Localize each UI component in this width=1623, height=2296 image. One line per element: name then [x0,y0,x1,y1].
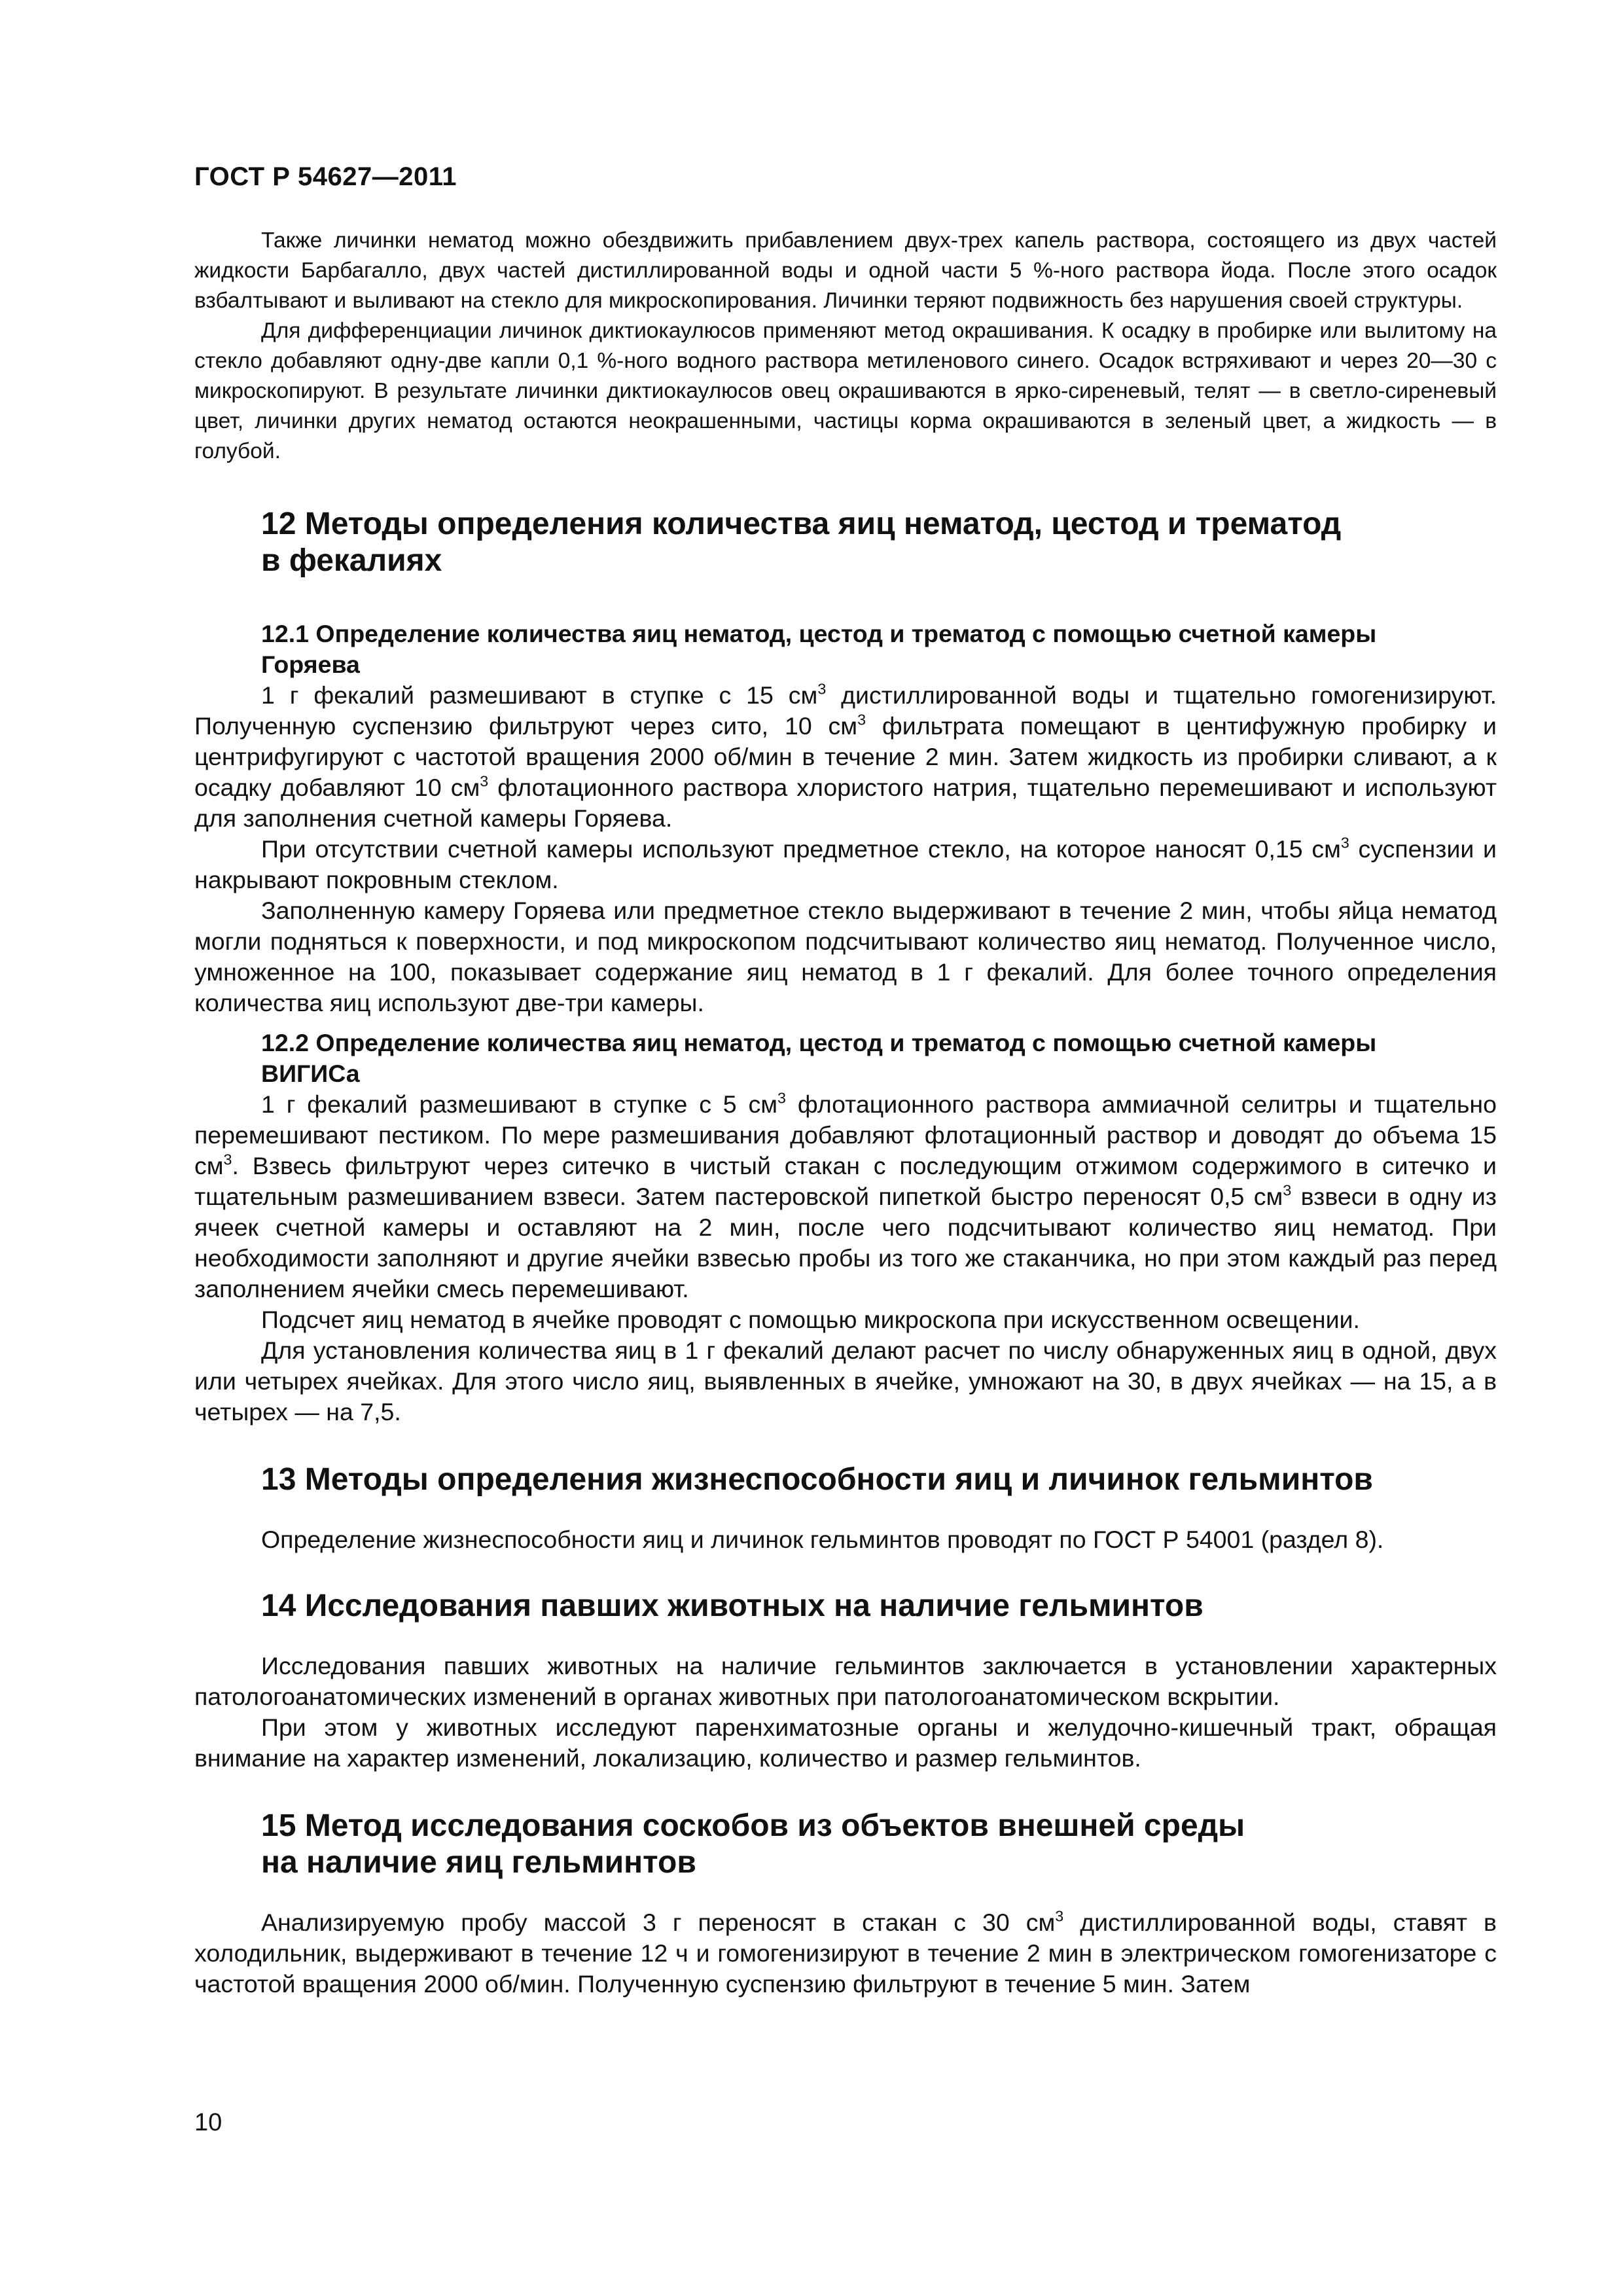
paragraph [194,834,1497,895]
paragraph: Для установления количества яиц в 1 г фекалий делают расчет по числу обнаруженных яиц в одной, двух или четырех ячейках. Для этого число яиц, выявленных в ячейке, умножают на 30, в двух ячейках — на 15, а в четырех — на 7,5. [194,1336,1497,1426]
document-code-header: ГОСТ Р 54627—2011 [194,162,457,191]
section-12-heading [194,506,1497,579]
paragraph: Подсчет яиц нематод в ячейке проводят с помощью микроскопа при искусственном освещении. [261,1306,1360,1333]
heading-line: 12 Методы определения количества яиц нематод, цестод и трематод [261,507,1342,541]
text-run: флотационного раствора хлористого натрия, тщательно перемешивают и используют для заполнения счетной камеры Горяева. [194,774,1497,832]
text-run: 1 г фекалий размешивают в ступке с 5 см [261,1090,778,1118]
heading-line: Горяева [261,651,360,678]
section-12-2-body [194,1089,1497,1427]
section-12-1-heading [194,619,1497,680]
text-run: взвеси в одну из ячеек счетной камеры и оставляют на 2 мин, после чего подсчитывают количество яиц нематод. При необходимости заполняют и другие ячейки взвесью пробы из того же стаканчика, но при этом каждый раз перед заполнением ячейки смесь перемешивают. [194,1183,1497,1302]
section-14-body [194,1651,1497,1774]
section-12-2-heading [194,1028,1497,1089]
paragraph [194,1907,1497,2000]
paragraph: При этом у животных исследуют паренхиматозные органы и желудочно-кишечный тракт, обращая внимание на характер изменений, локализацию, количество и размер гельминтов. [194,1713,1497,1772]
superscript: 3 [777,1089,786,1107]
section-14-heading: 14 Исследования павших животных на наличие гельминтов [261,1588,1204,1623]
intro-block [194,226,1497,467]
section-13-heading: 13 Методы определения жизнеспособности яиц и личинок гельминтов [261,1462,1373,1497]
page-content [194,226,1497,2000]
section-15-heading [194,1808,1497,1881]
text-run: фильтрата помещают в центифужную пробирку и центрифугируют с частотой вращения 2000 об/мин в течение 2 мин. Затем жидкость из пробирки сливают, а к осадку добавляют 10 см [194,712,1497,801]
heading-line: 15 Метод исследования соскобов из объектов внешней среды [261,1808,1245,1843]
section-13-body [194,1524,1497,1555]
heading-line: на наличие яиц гельминтов [261,1845,696,1880]
text-run: . Взвесь фильтруют через ситечко в чистый стакан с последующим отжимом содержимого в ситечко и тщательным размешиванием взвеси. Затем пастеровской пипеткой быстро переносят 0,5 см [194,1152,1497,1210]
paragraph: Заполненную камеру Горяева или предметное стекло выдерживают в течение 2 мин, чтобы яйца нематод могли подняться к поверхности, и под микроскопом подсчитывают количество яиц нематод. Полученное число, умноженное на 100, показывает содержание яиц нематод в 1 г фекалий. Для более точного определения количества яиц используют две-три камеры. [194,897,1497,1016]
heading-line: в фекалиях [261,543,442,578]
superscript: 3 [817,680,827,698]
text-run: Анализируемую пробу массой 3 г переносят в стакан с 30 см [261,1909,1056,1936]
heading-line: 12.2 Определение количества яиц нематод, цестод и трематод с помощью счетной камеры [261,1029,1377,1056]
superscript: 3 [1055,1907,1064,1925]
page-number: 10 [194,2109,223,2136]
paragraph: Исследования павших животных на наличие гельминтов заключается в установлении характерных патологоанатомических изменений в органах животных при патологоанатомическом вскрытии. [194,1652,1497,1710]
heading-line: ВИГИСа [261,1060,360,1087]
text-run: 1 г фекалий размешивают в ступке с 15 см [261,681,818,709]
text-run: дистиллированной воды и тщательно гомогенизируют. Полученную суспензию фильтруют через сито, 10 см [194,681,1497,740]
paragraph [194,680,1497,834]
text-run: суспензии и накрывают покровным стеклом. [194,835,1497,893]
superscript: 3 [1283,1181,1292,1199]
text-run: При отсутствии счетной камеры используют предметное стекло, на которое наносят 0,15 см [261,835,1341,863]
paragraph: Для дифференциации личинок диктиокаулюсов применяют метод окрашивания. К осадку в пробирке или вылитому на стекло добавляют одну-две капли 0,1 %-ного водного раствора метиленового синего. Осадок встряхивают и через 20—30 с микроскопируют. В результате личинки диктиокаулюсов овец окрашиваются в ярко-сиреневый, телят — в светло-сиреневый цвет, личинки других нематод остаются неокрашенными, частицы корма окрашиваются в зеленый цвет, а жидкость — в голубой. [194,319,1497,463]
superscript: 3 [223,1151,232,1168]
paragraph: Также личинки нематод можно обездвижить прибавлением двух-трех капель раствора, состоящего из двух частей жидкости Барбагалло, двух частей дистиллированной воды и одной части 5 %-ного раствора йода. После этого осадок взбалтывают и выливают на стекло для микроскопирования. Личинки теряют подвижность без нарушения своей структуры. [194,228,1497,313]
text-run: флотационного раствора аммиачной селитры и тщательно перемешивают пестиком. По мере размешивания добавляют флотационный раствор и доводят до объема 15 см [194,1090,1497,1179]
text-run: дистиллированной воды, ставят в холодильник, выдерживают в течение 12 ч и гомогенизируют в течение 2 мин в электрическом гомогенизаторе с частотой вращения 2000 об/мин. Полученную суспензию фильтруют в течение 5 мин. Затем [194,1909,1497,1998]
superscript: 3 [857,711,866,728]
superscript: 3 [1340,834,1349,852]
section-12-1-body [194,680,1497,1018]
superscript: 3 [480,772,489,790]
paragraph [194,1089,1497,1304]
paragraph: Определение жизнеспособности яиц и личинок гельминтов проводят по ГОСТ Р 54001 (раздел 8). [261,1526,1384,1553]
heading-line: 12.1 Определение количества яиц нематод, цестод и трематод с помощью счетной камеры [261,620,1377,647]
section-15-body [194,1907,1497,2000]
